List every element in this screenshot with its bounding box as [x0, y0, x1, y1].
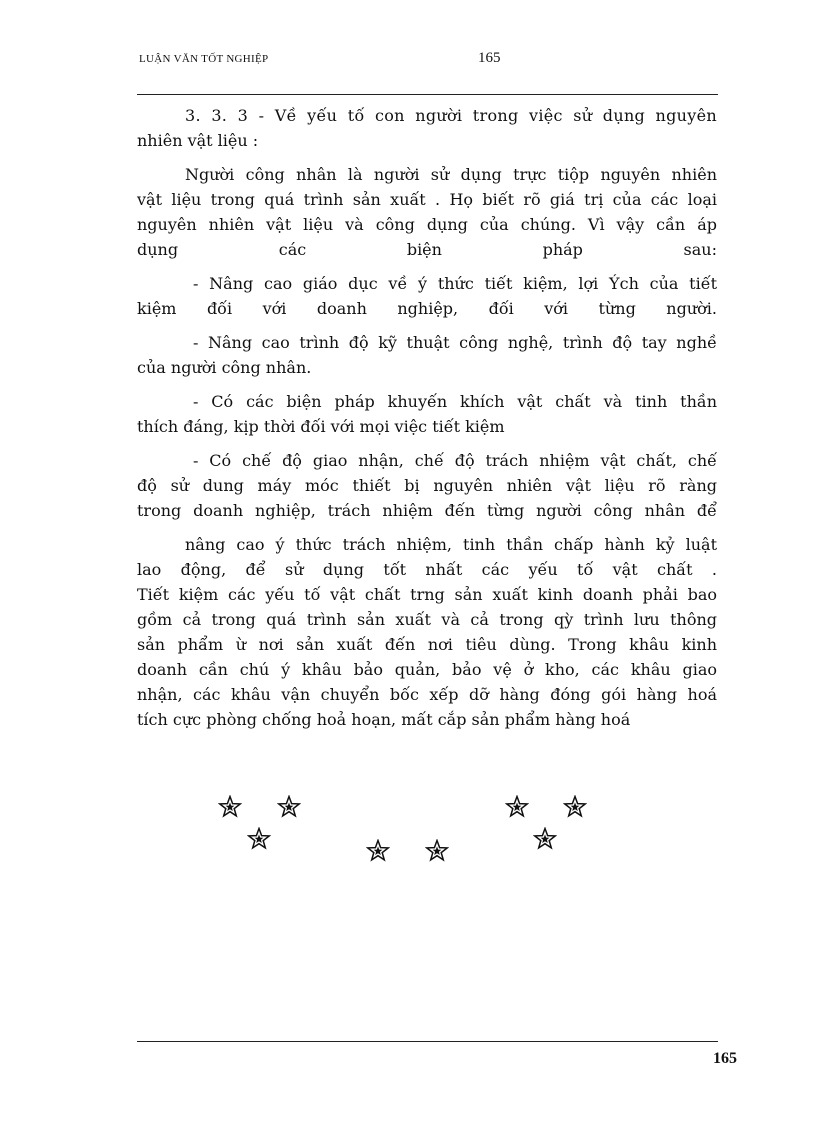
footer-page-number: 165: [713, 1050, 737, 1067]
text-line: doanh cần chú ý khâu bảo quản, bảo vệ ở kho, các khâu giao: [137, 660, 717, 679]
paragraph: [137, 532, 717, 732]
text-line: Tiết kiệm các yếu tố vật chất trng sản xuất kinh doanh phải bao: [137, 585, 717, 604]
header-title: LUẬN VĂN TỐT NGHIỆP: [139, 53, 269, 65]
header-rule: [137, 94, 718, 95]
text-line: - Nâng cao giáo dục về ý thức tiết kiệm, lợi Ých của tiết: [193, 274, 717, 293]
star-icon: [366, 839, 390, 863]
text-line: kiệm đối với doanh nghiệp, đối với từng người.: [137, 299, 717, 318]
list-item: [137, 448, 717, 523]
text-line: - Có chế độ giao nhận, chế độ trách nhiệm vật chất, chế: [193, 451, 717, 470]
text-line: của người công nhân.: [137, 358, 312, 377]
header-page-number: 165: [478, 50, 501, 66]
star-icon: [505, 795, 529, 819]
text-line: 3. 3. 3 - Về yếu tố con người trong việc sử dụng nguyên: [185, 106, 717, 125]
text-line: Người công nhân là người sử dụng trực tiộp nguyên nhiên: [185, 165, 717, 184]
document-body: [137, 103, 717, 732]
text-line: tích cực phòng chống hoả hoạn, mất cắp sản phẩm hàng hoá: [137, 710, 631, 729]
text-line: trong doanh nghiệp, trách nhiệm đến từng người công nhân để: [137, 501, 717, 520]
list-item: [137, 389, 717, 439]
star-icon: [277, 795, 301, 819]
text-line: - Nâng cao trình độ kỹ thuật công nghệ, trình độ tay nghề: [193, 333, 717, 352]
text-line: độ sử dung máy móc thiết bị nguyên nhiên vật liệu rõ ràng: [137, 476, 717, 495]
list-item: [137, 330, 717, 380]
text-line: nhận, các khâu vận chuyển bốc xếp dỡ hàng đóng gói hàng hoá: [137, 685, 717, 704]
text-line: - Có các biện pháp khuyến khích vật chất và tinh thần: [193, 392, 717, 411]
star-icon: [425, 839, 449, 863]
star-icon: [533, 827, 557, 851]
text-line: nguyên nhiên vật liệu và công dụng của chúng. Vì vậy cần áp: [137, 215, 717, 234]
text-line: gồm cả trong quá trình sản xuất và cả trong qỳ trình lưu thông: [137, 610, 717, 629]
text-line: dụng các biện pháp sau:: [137, 240, 717, 259]
text-line: thích đáng, kịp thời đối với mọi việc tiết kiệm: [137, 417, 505, 436]
text-line: nâng cao ý thức trách nhiệm, tinh thần chấp hành kỷ luật: [185, 535, 717, 554]
list-item: [137, 271, 717, 321]
text-line: lao động, để sử dụng tốt nhất các yếu tố vật chất .: [137, 560, 717, 579]
star-icon: [563, 795, 587, 819]
star-icon: [247, 827, 271, 851]
star-icon: [218, 795, 242, 819]
section-heading: [137, 103, 717, 153]
footer-rule: [137, 1041, 718, 1042]
paragraph: [137, 162, 717, 262]
text-line: nhiên vật liệu :: [137, 131, 259, 150]
text-line: sản phẩm ừ nơi sản xuất đến nơi tiêu dùng. Trong khâu kinh: [137, 635, 717, 654]
text-line: vật liệu trong quá trình sản xuất . Họ biết rõ giá trị của các loại: [137, 190, 717, 209]
